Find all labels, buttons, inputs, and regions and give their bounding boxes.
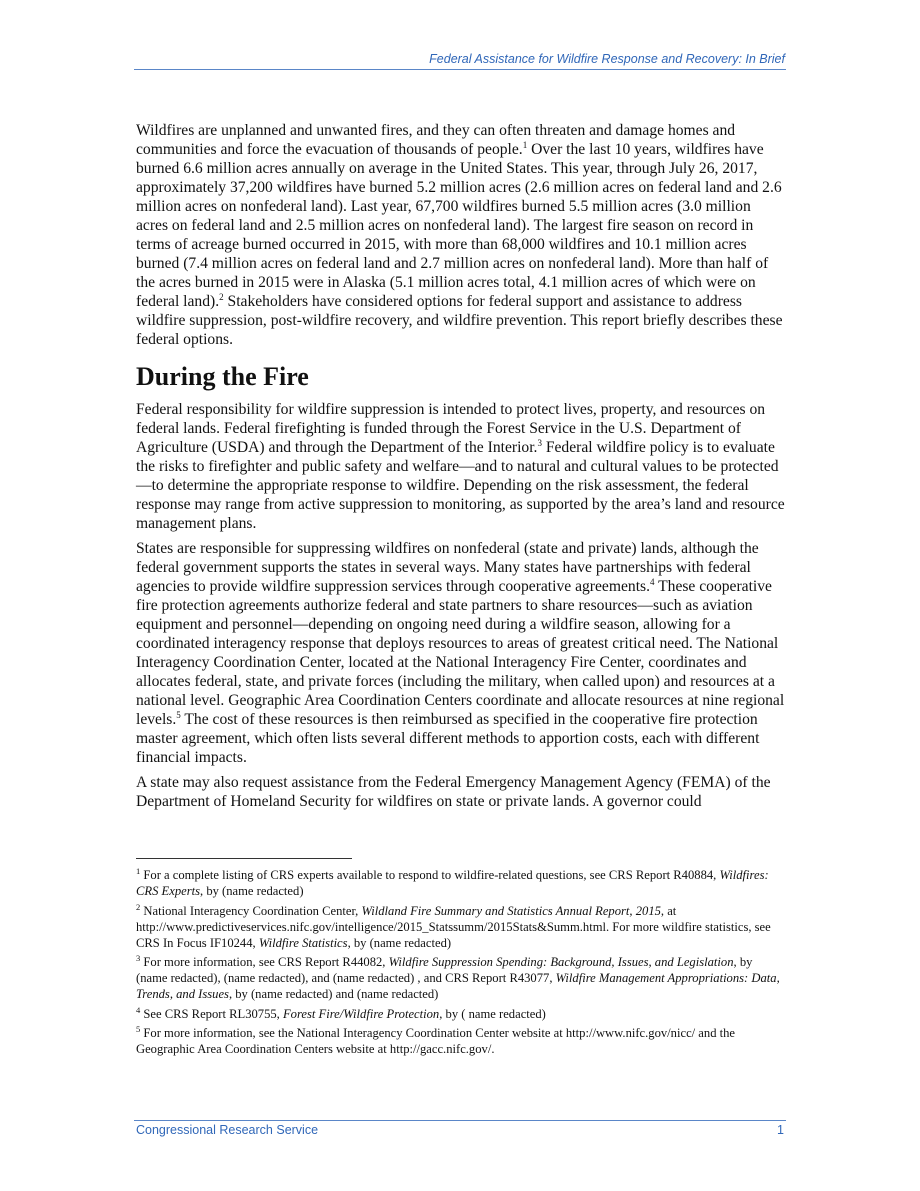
- footnote-title: Wildfire Statistics: [258, 935, 348, 950]
- paragraph-state-responsibility: [136, 539, 786, 767]
- section-heading: During the Fire: [136, 362, 309, 391]
- intro-text-3: Stakeholders have considered options for federal support and assistance to address wildfire suppression, post-wildfire recovery, and wildfire prevention. This report briefly describes these federal options.: [136, 293, 783, 348]
- footnote-text: , at http://www.predictiveservices.nifc.gov/intelligence/2015_Statssumm/2015Stats&Summ.html. For more wildfire statistics, see CRS In Focus IF10244,: [136, 903, 771, 950]
- footnote-3: [136, 954, 786, 1002]
- footnote-number: 2: [136, 901, 141, 912]
- footnote-number: 4: [136, 1004, 141, 1015]
- footnote-title: Forest Fire/Wildfire Protection: [282, 1006, 440, 1021]
- running-header-title: Federal Assistance for Wildfire Response and Recovery: In Brief: [429, 52, 785, 66]
- footnote-text: See CRS Report RL30755,: [140, 1006, 283, 1021]
- paragraph-fema: A state may also request assistance from the Federal Emergency Management Agency (FEMA) of the Department of Homeland Security for wildfires on state or private lands. A governor could: [136, 774, 771, 810]
- footnote-ref-5[interactable]: 5: [176, 710, 181, 720]
- footnote-separator: [136, 858, 352, 859]
- p3-text-2: These cooperative fire protection agreements authorize federal and state partners to share resources—such as aviation equipment and personnel—depending on ongoing need during a wildfire season, allowing for a coordinated interagency response that deploys resources to areas of greatest critical need. The National Interagency Coordination Center, located at the National Interagency Fire Center, coordinates and allocates federal, state, and private forces (including the military, when called upon) and resources at a national level. Geographic Area Coordination Centers coordinate and allocate resources at nine regional levels.: [136, 578, 785, 728]
- footnote-title: Wildfire Management Appropriations: Data, Trends, and Issues: [136, 971, 780, 1001]
- footnote-1: [136, 867, 786, 899]
- footnote-ref-4[interactable]: 4: [650, 577, 655, 587]
- footnote-title: Wildfire Suppression Spending: Background, Issues, and Legislation: [388, 955, 734, 969]
- intro-text-2: Over the last 10 years, wildfires have burned 6.6 million acres annually on average in the United States. This year, through July 26, 2017, approximately 37,200 wildfires have burned 5.2 million acres (2.6 million acres on federal land and 2.6 million acres on nonfederal land). Last year, 67,700 wildfires burned 5.5 million acres (3.0 million acres on federal land and 2.5 million acres on nonfederal land). The largest fire season on record in terms of acreage burned occurred in 2015, with more than 68,000 wildfires and 10.1 million acres burned (7.4 million acres on federal land and 2.7 million acres on nonfederal land). More than half of the acres burned in 2015 were in Alaska (5.1 million acres total, 4.1 million acres of which were on federal land).: [136, 141, 782, 310]
- footnote-5: [136, 1025, 786, 1057]
- footnote-ref-3[interactable]: 3: [537, 438, 542, 448]
- footnote-number: 3: [136, 953, 141, 963]
- p3-text-1: States are responsible for suppressing wildfires on nonfederal (state and private) lands, although the federal government supports the states in several ways. Many states have partnerships with federal agencies to provide wildfire suppression services through cooperative agreements.: [136, 540, 759, 595]
- p3-text-3: The cost of these resources is then reimbursed as specified in the cooperative fire protection master agreement, which often lists several different methods to apportion costs, each with different financial impacts.: [136, 711, 760, 766]
- footnote-text: For more information, see the National Interagency Coordination Center website at http://www.nifc.gov/nicc/ and the Geographic Area Coordination Centers website at http://gacc.nifc.gov/.: [136, 1026, 736, 1056]
- footnote-text: For more information, see CRS Report R44082,: [140, 955, 389, 969]
- report-body: [136, 121, 786, 817]
- footnote-ref-1[interactable]: 1: [522, 140, 528, 150]
- footnote-title: Wildfires: CRS Experts: [136, 868, 769, 898]
- footer-page-number: 1: [777, 1123, 784, 1137]
- p2-text-2: Federal wildfire policy is to evaluate the risks to firefighter and public safety and welfare—and to natural and cultural values to be protected—to determine the appropriate response to wildfire. Depending on the risk assessment, the federal response may range from active suppression to monitoring, as supported by the area’s land and resource management plans.: [136, 439, 785, 532]
- header-rule: [134, 69, 786, 70]
- footnote-ref-2[interactable]: 2: [219, 292, 224, 302]
- footnote-number: 5: [136, 1024, 141, 1034]
- footnote-title: Wildland Fire Summary and Statistics Annual Report, 2015: [361, 903, 661, 918]
- footnote-text: , by (name redacted): [200, 884, 304, 898]
- intro-paragraph: [136, 121, 786, 349]
- footnote-text: , by (name redacted) and (name redacted): [228, 987, 439, 1001]
- footnote-text: For a complete listing of CRS experts available to respond to wildfire-related questions, see CRS Report R40884,: [140, 868, 720, 882]
- intro-text-1: Wildfires are unplanned and unwanted fires, and they can often threaten and damage homes and communities and force the evacuation of thousands of people.: [136, 122, 736, 158]
- footnote-text: , by (name redacted), (name redacted), and (name redacted) , and CRS Report R43077,: [136, 955, 753, 985]
- footnote-text: , by ( name redacted): [439, 1006, 546, 1021]
- footer-publisher: Congressional Research Service: [136, 1123, 319, 1137]
- p2-text-1: Federal responsibility for wildfire suppression is intended to protect lives, property, and resources on federal lands. Federal firefighting is funded through the Forest Service in the U.S. Department of Agriculture (USDA) and through the Department of the Interior.: [136, 401, 766, 456]
- footnotes: [136, 867, 786, 1061]
- footnote-2: [136, 903, 786, 951]
- footnote-4: [136, 1006, 786, 1022]
- footnote-number: 1: [136, 866, 141, 876]
- footnote-text: National Interagency Coordination Center,: [140, 903, 362, 918]
- paragraph-federal-responsibility: [136, 400, 786, 533]
- footnote-text: , by (name redacted): [347, 935, 452, 950]
- footer-rule: [134, 1120, 786, 1121]
